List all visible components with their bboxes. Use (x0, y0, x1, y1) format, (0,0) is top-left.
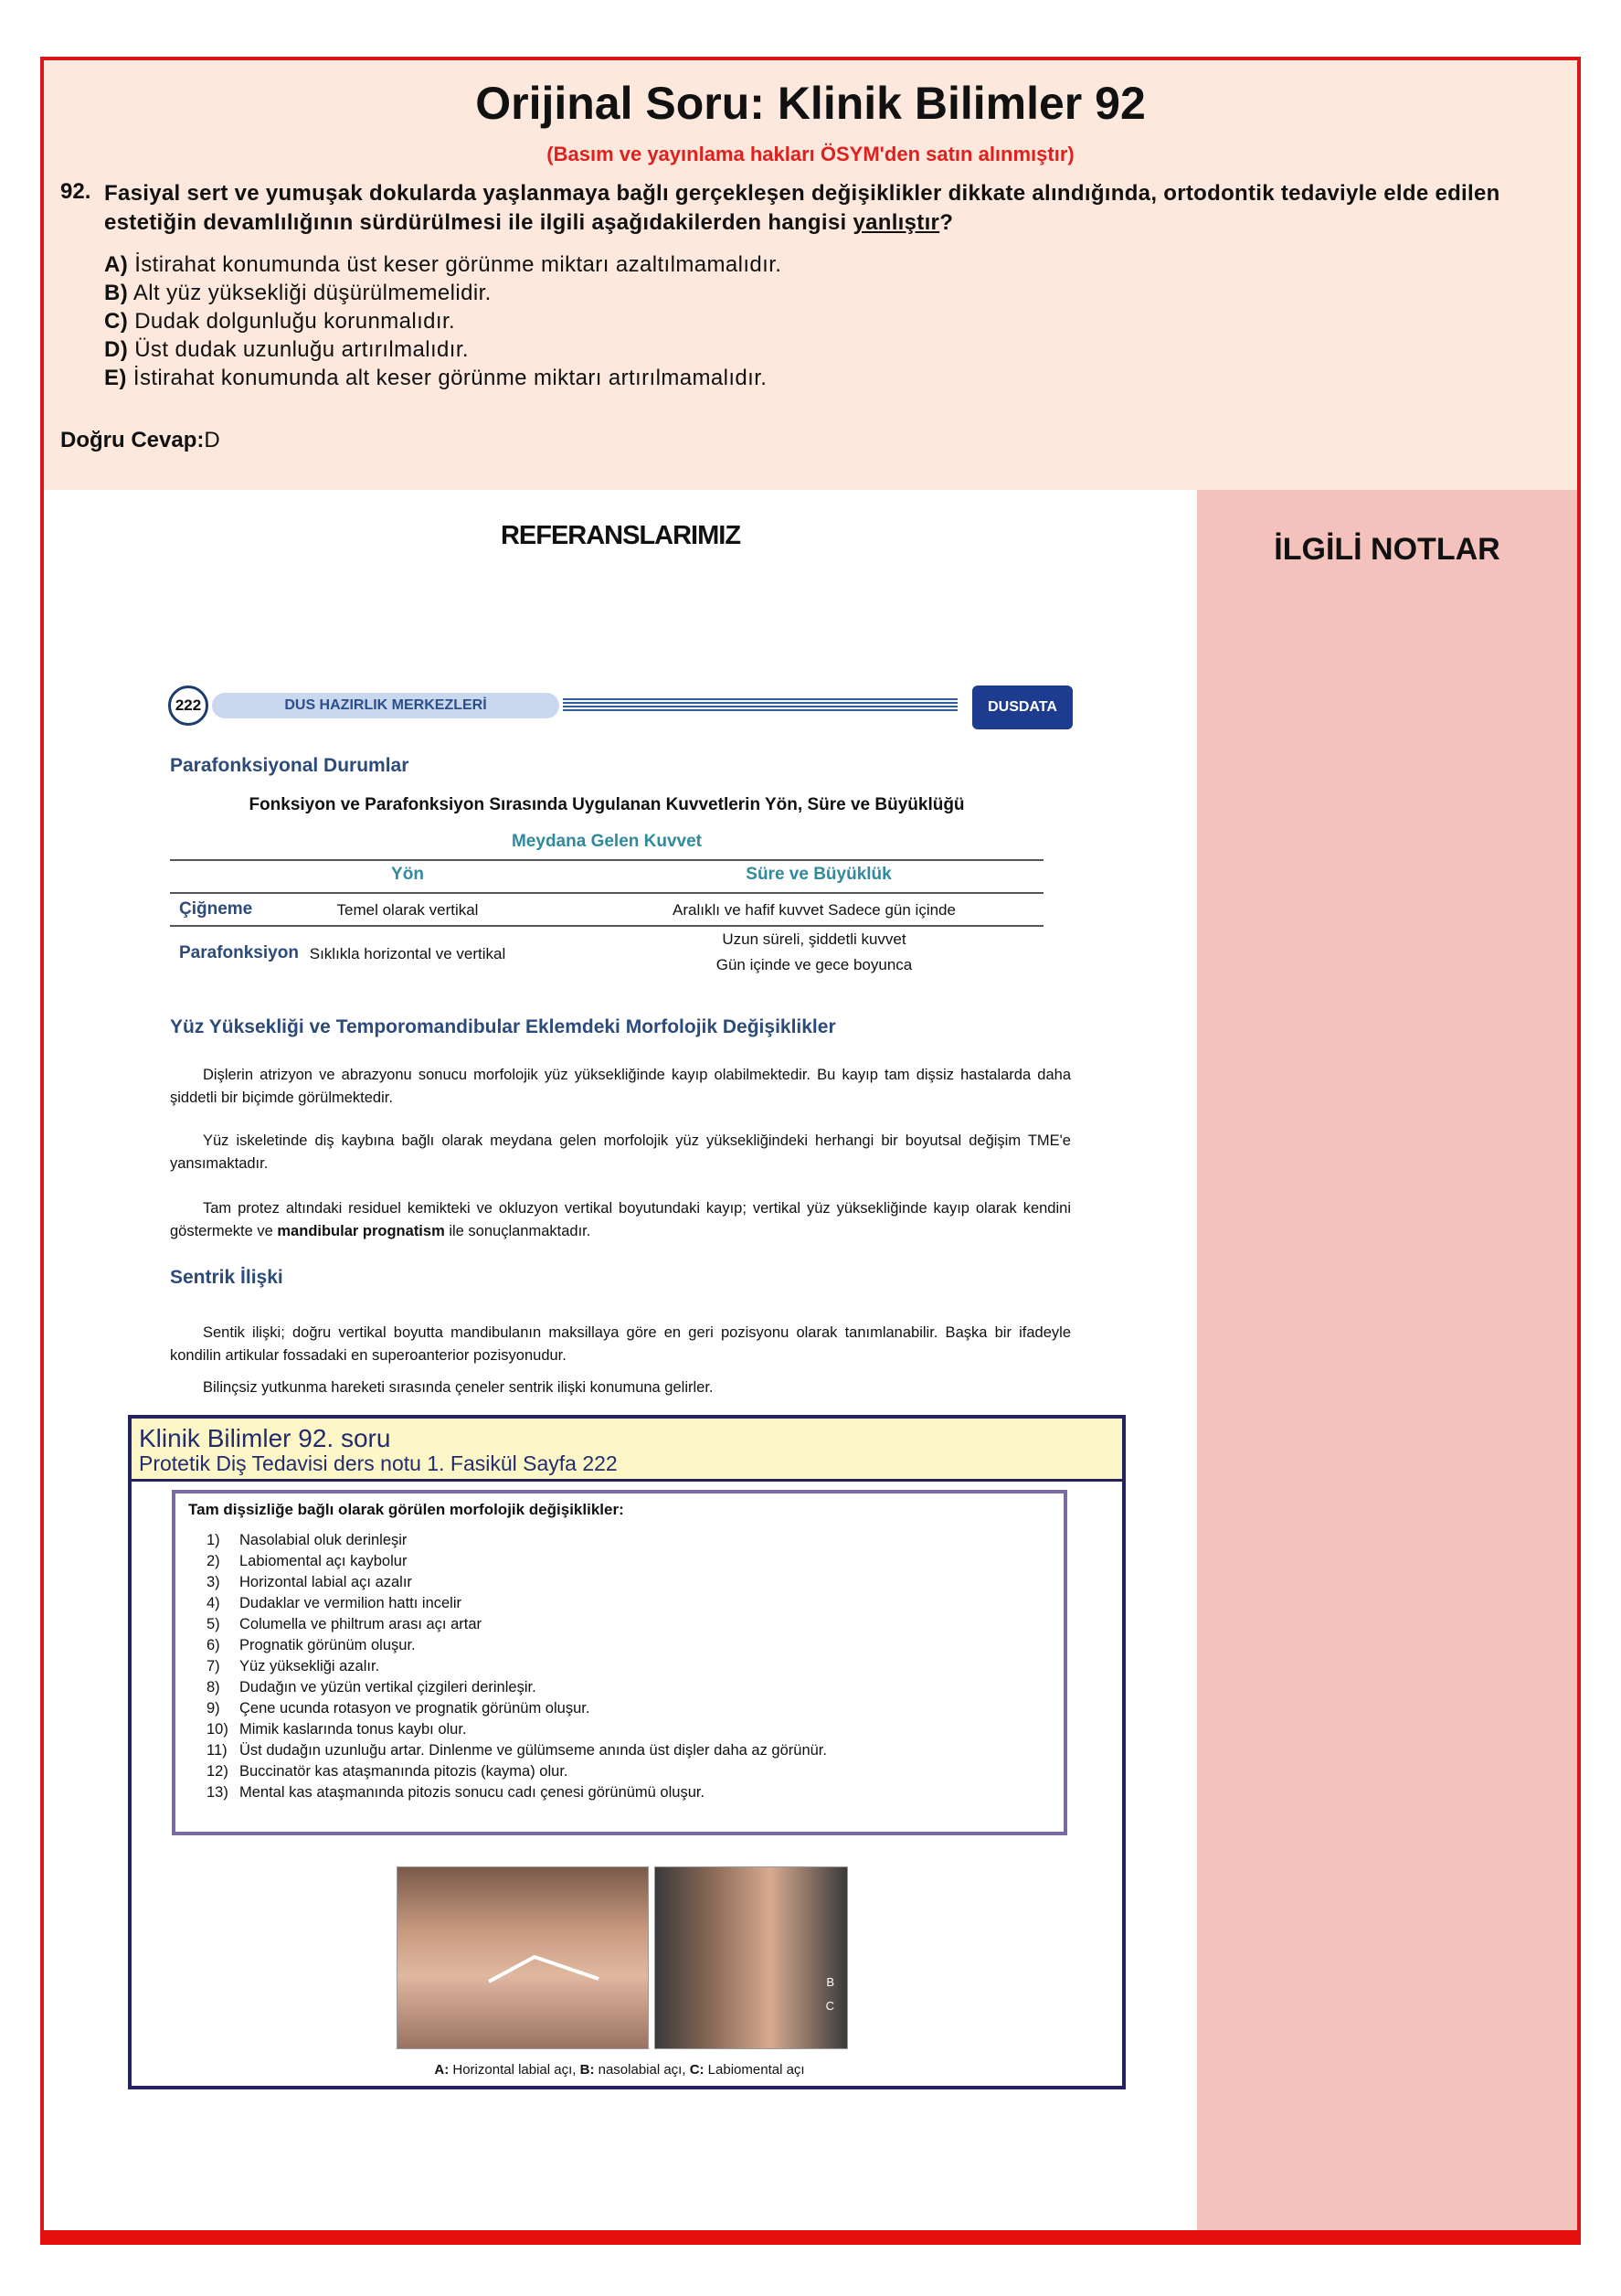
table-group-header: Meydana Gelen Kuvvet (511, 832, 703, 851)
list-item: 12) Buccinatör kas ataşmanında pitozis (kayma) olur. (207, 1763, 568, 1780)
question-text: Fasiyal sert ve yumuşak dokularda yaşlanmaya bağlı gerçekleşen değişiklikler dikkate alındığında, ortodontik tedaviyle elde edilen estetiğin devamlılığının sürdürülmesi ile ilgili aşağıdakilerden hangisi yanlıştır? (104, 181, 1500, 235)
paragraph-4: Sentik ilişki; doğru vertikal boyutta mandibulanın maksillaya göre en geri pozisyonu olarak tanımlanabilir. Başka bir ifadeyle kondilin artikular fossadaki en superoanterior pozisyonudur. (170, 1324, 1071, 1364)
dusdata-logo: DUSDATA (972, 686, 1073, 729)
row2-duration-2: Gün içinde ve gece boyunca (715, 956, 913, 973)
photo-label-b: B (826, 1975, 834, 1989)
col-duration: Süre ve Büyüklük (746, 865, 892, 884)
list-item: 5) Columella ve philtrum arası açı artar (207, 1616, 482, 1632)
row2-duration-1: Uzun süreli, şiddetli kuvvet (722, 930, 906, 948)
question-keyword: yanlıştır (853, 210, 940, 235)
page-title: Orijinal Soru: Klinik Bilimler 92 (475, 78, 1146, 129)
option-c: C) Dudak dolgunluğu korunmalıdır. (104, 309, 456, 334)
notes-title: İLGİLİ NOTLAR (1274, 532, 1500, 567)
list-item: 7) Yüz yüksekliği azalır. (207, 1658, 380, 1674)
section-parafunction: Parafonksiyonal Durumlar (170, 755, 409, 776)
bottom-bar (40, 2230, 1581, 2245)
list-item: 9) Çene ucunda rotasyon ve prognatik görünüm oluşur. (207, 1700, 590, 1717)
question-number: 92. (60, 179, 91, 204)
option-b: B) Alt yüz yüksekliği düşürülmemelidir. (104, 281, 492, 305)
row2-direction: Sıklıkla horizontal ve vertikal (309, 945, 506, 962)
list-item: 2) Labiomental açı kaybolur (207, 1553, 408, 1569)
photo-caption: A: Horizontal labial açı, B: nasolabial açı, C: Labiomental açı (434, 2062, 805, 2078)
section-face-height: Yüz Yüksekliği ve Temporomandibular Eklemdeki Morfolojik Değişiklikler (170, 1016, 836, 1037)
row1-direction: Temel olarak vertikal (336, 901, 479, 919)
paragraph-5: Bilinçsiz yutkunma hareketi sırasında çeneler sentrik ilişki konumuna gelirler. (203, 1379, 714, 1396)
page-frame (40, 57, 1581, 2243)
list-item: 13) Mental kas ataşmanında pitozis sonucu cadı çenesi görünümü oluşur. (207, 1784, 705, 1801)
col-direction: Yön (391, 865, 424, 884)
list-item: 11) Üst dudağın uzunluğu artar. Dinlenme ve gülümseme anında üst dişler daha az görünür. (207, 1742, 827, 1759)
rights-notice: (Basım ve yayınlama hakları ÖSYM'den satın alınmıştır) (546, 143, 1075, 165)
list-item: 6) Prognatik görünüm oluşur. (207, 1637, 416, 1653)
paragraph-2: Yüz iskeletinde diş kaybına bağlı olarak meydana gelen morfolojik yüz yüksekliğindeki herhangi bir boyutsal değişim TME'e yansımaktadır. (170, 1132, 1071, 1172)
option-a: A) İstirahat konumunda üst keser görünme miktarı azaltılmamalıdır. (104, 252, 782, 277)
row-label-parafunction: Parafonksiyon (179, 943, 299, 962)
list-item: 1) Nasolabial oluk derinleşir (207, 1532, 408, 1548)
paragraph-1: Dişlerin atrizyon ve abrazyonu sonucu morfolojik yüz yüksekliğinde kayıp olabilmektedir. Bu kayıp tam dişsiz hastalarda daha şiddetli bir biçimde görülmektedir. (170, 1067, 1071, 1106)
morphology-list-title: Tam dişsizliğe bağlı olarak görülen morfolojik değişiklikler: (188, 1501, 624, 1518)
list-item: 10) Mimik kaslarında tonus kaybı olur. (207, 1721, 467, 1738)
option-e: E) İstirahat konumunda alt keser görünme miktarı artırılmamalıdır. (104, 366, 768, 390)
row1-duration: Aralıklı ve hafif kuvvet Sadece gün içinde (673, 901, 956, 919)
paragraph-3: Tam protez altındaki residuel kemikteki ve okluzyon vertikal boyutundaki kayıp; vertikal yüz yüksekliğinde kayıp olarak kendini göstermekte ve mandibular prognatism ile sonuçlanmaktadır. (170, 1200, 1071, 1239)
box-heading-2: Protetik Diş Tedavisi ders notu 1. Fasikül Sayfa 222 (139, 1451, 618, 1475)
list-item: 3) Horizontal labial açı azalır (207, 1574, 412, 1590)
photo-label-c: C (825, 1999, 834, 2013)
list-item: 4) Dudaklar ve vermilion hattı incelir (207, 1595, 462, 1611)
table-title: Fonksiyon ve Parafonksiyon Sırasında Uygulanan Kuvvetlerin Yön, Süre ve Büyüklüğü (249, 795, 965, 814)
list-item: 8) Dudağın ve yüzün vertikal çizgileri derinleşir. (207, 1679, 536, 1695)
page-number: 222 (168, 686, 208, 726)
section-centric: Sentrik İlişki (170, 1267, 283, 1288)
correct-answer: Doğru Cevap:D (60, 428, 220, 452)
row-label-chewing: Çiğneme (179, 899, 253, 919)
option-d: D) Üst dudak uzunluğu artırılmalıdır. (104, 337, 469, 362)
center-name: DUS HAZIRLIK MERKEZLERİ (212, 693, 559, 718)
box-heading-1: Klinik Bilimler 92. soru (139, 1424, 391, 1452)
references-title: REFERANSLARIMIZ (500, 521, 741, 550)
